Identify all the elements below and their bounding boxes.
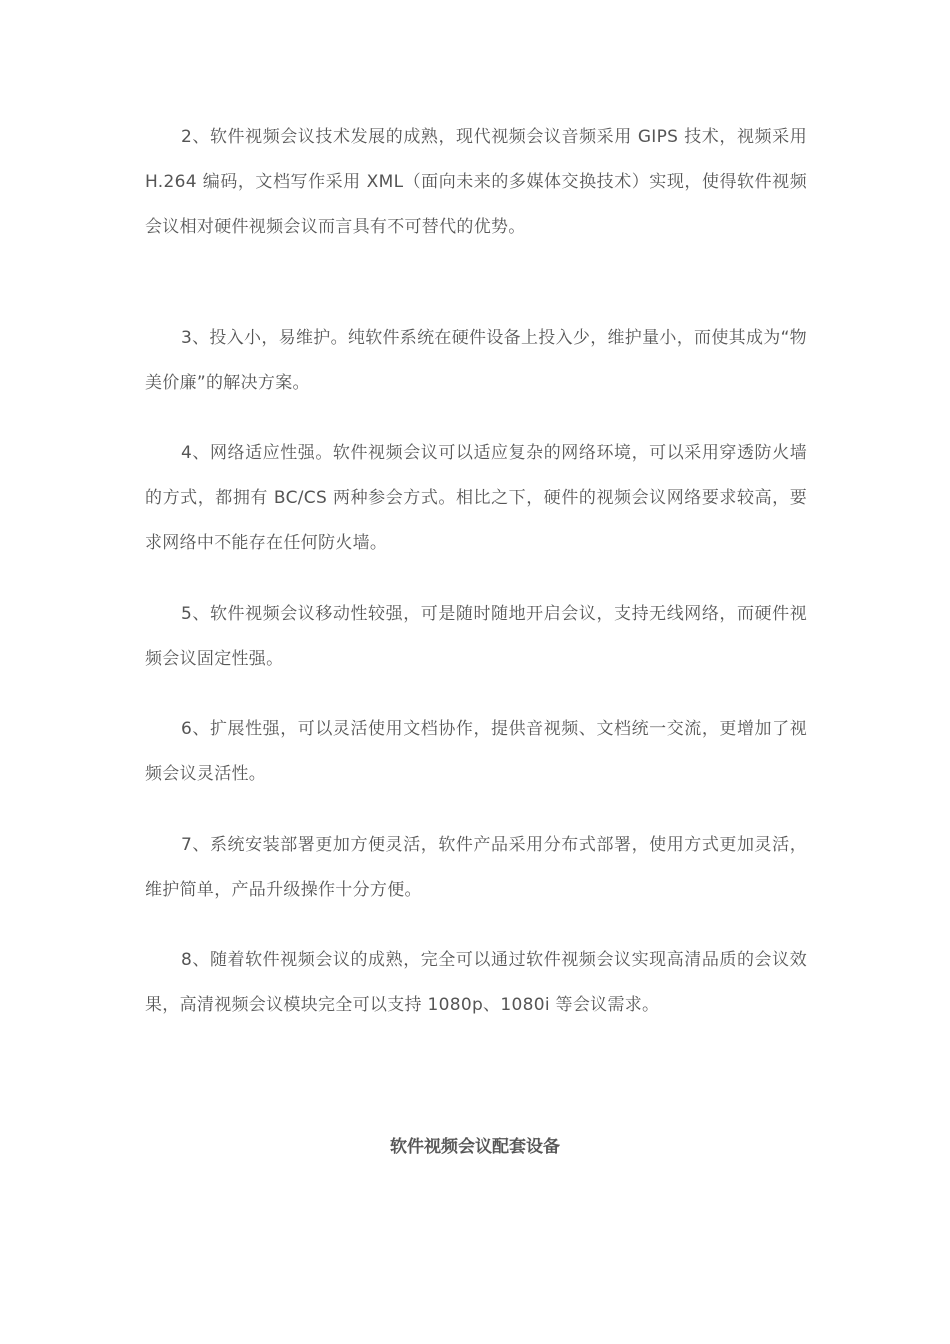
paragraph-item-8: 8、随着软件视频会议的成熟，完全可以通过软件视频会议实现高清品质的会议效果，高清视频会议模块完全可以支持 1080p、1080i 等会议需求。 [145, 950, 807, 1015]
paragraph-item-7: 7、系统安装部署更加方便灵活，软件产品采用分布式部署，使用方式更加灵活，维护简单，产品升级操作十分方便。 [145, 835, 807, 900]
paragraph-item-6: 6、扩展性强，可以灵活使用文档协作，提供音视频、文档统一交流，更增加了视频会议灵活性。 [145, 719, 807, 784]
paragraph-item-3: 3、投入小，易维护。纯软件系统在硬件设备上投入少，维护量小，而使其成为“物美价廉”的解决方案。 [145, 328, 807, 393]
paragraph-item-4: 4、网络适应性强。软件视频会议可以适应复杂的网络环境，可以采用穿透防火墙的方式，都拥有 BC/CS 两种参会方式。相比之下，硬件的视频会议网络要求较高，要求网络中不能存在任何防火墙。 [145, 443, 807, 553]
paragraph-item-5: 5、软件视频会议移动性较强，可是随时随地开启会议，支持无线网络，而硬件视频会议固定性强。 [145, 604, 807, 669]
section-heading: 软件视频会议配套设备 [390, 1137, 560, 1157]
paragraph-item-2: 2、软件视频会议技术发展的成熟，现代视频会议音频采用 GIPS 技术，视频采用 H.264 编码，文档写作采用 XML（面向未来的多媒体交换技术）实现，使得软件视频会议相对硬件视频会议而言具有不可替代的优势。 [145, 127, 807, 237]
